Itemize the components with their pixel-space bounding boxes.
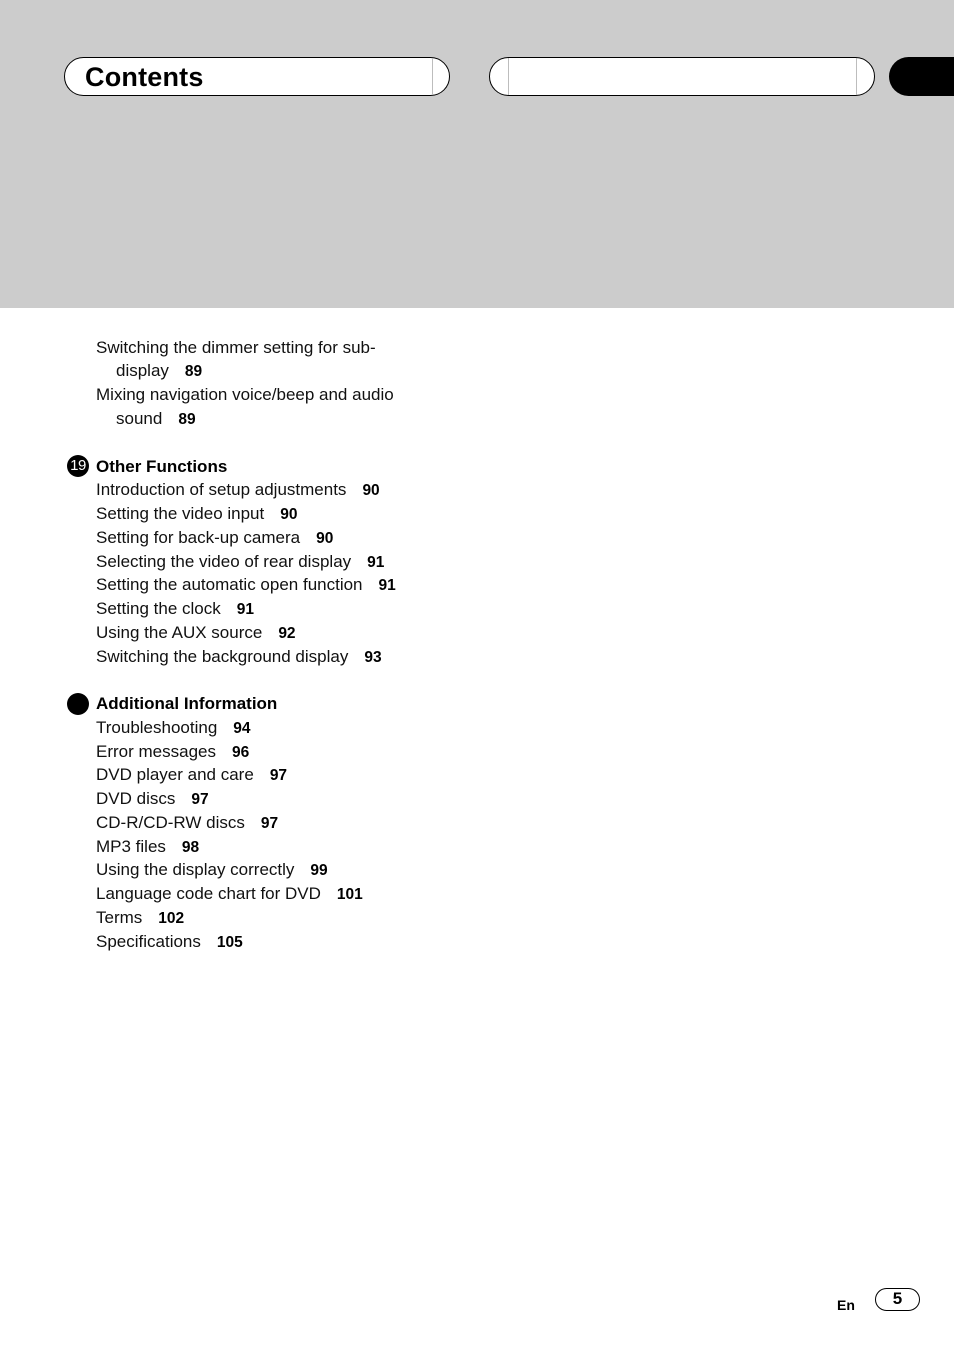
- toc-entry[interactable]: [96, 526, 333, 551]
- toc-entry-page: 93: [364, 649, 382, 666]
- toc-entry-label: Setting the video input: [96, 504, 265, 523]
- toc-entry-page: 91: [236, 601, 254, 618]
- toc-entry-page: 102: [158, 910, 185, 927]
- toc-entry-dimmer-line2[interactable]: [116, 359, 202, 384]
- toc-entry-page: 90: [316, 530, 334, 547]
- blank-pill-divider-right: [856, 58, 857, 95]
- header-band: [0, 0, 954, 308]
- toc-entry-page: 99: [310, 862, 328, 879]
- toc-entry-page: 89: [178, 411, 196, 428]
- toc-entry-page: 97: [191, 791, 209, 808]
- toc-entry-label: Language code chart for DVD: [96, 884, 321, 903]
- toc-entry-page: 97: [260, 815, 279, 832]
- toc-entry-page: 89: [184, 363, 203, 380]
- toc-entry-label: MP3 files: [96, 837, 166, 856]
- toc-entry-page: 90: [362, 482, 380, 499]
- blank-pill-divider-left: [508, 58, 509, 95]
- toc-entry-label: Switching the background display: [96, 647, 349, 666]
- toc-entry-label: CD-R/CD-RW discs: [96, 813, 245, 832]
- page-title: Contents: [85, 62, 204, 92]
- blank-header-pill: [489, 57, 875, 96]
- toc-entry-label: DVD player and care: [96, 765, 254, 784]
- toc-entry-page: 91: [378, 577, 396, 594]
- toc-entry-label: Setting the clock: [96, 599, 221, 618]
- toc-entry-page: 91: [367, 554, 385, 571]
- section-tab: [889, 57, 954, 96]
- toc-entry[interactable]: [96, 573, 396, 598]
- toc-entry-label: Selecting the video of rear display: [96, 552, 352, 571]
- toc-entry[interactable]: [96, 858, 328, 883]
- toc-entry-label: Error messages: [96, 742, 216, 761]
- toc-entry-page: 105: [216, 934, 243, 951]
- toc-entry-label: DVD discs: [96, 789, 176, 808]
- toc-entry-label: Using the AUX source: [96, 623, 263, 642]
- toc-entry[interactable]: [96, 716, 251, 741]
- title-pill: [64, 57, 450, 96]
- toc-entry-label: Setting for back-up camera: [96, 528, 301, 547]
- toc-entry[interactable]: [96, 811, 278, 836]
- toc-entry[interactable]: [96, 882, 363, 907]
- toc-entry-mixing-line2[interactable]: [116, 407, 196, 432]
- section-title[interactable]: Additional Information: [96, 694, 278, 713]
- toc-entry[interactable]: [96, 550, 384, 575]
- toc-entry-page: 96: [231, 744, 250, 761]
- toc-entry-label: Setting the automatic open function: [96, 575, 363, 594]
- toc-entry-label: Using the display correctly: [96, 860, 295, 879]
- toc-entry-page: 101: [336, 886, 363, 903]
- toc-entry[interactable]: [96, 645, 382, 670]
- section-number-badge: [67, 693, 89, 715]
- toc-entry[interactable]: [96, 502, 297, 527]
- section-number-badge: 19: [67, 455, 89, 477]
- toc-entry[interactable]: [96, 787, 209, 812]
- toc-entry-page: 94: [233, 720, 251, 737]
- toc-entry-page: 90: [280, 506, 298, 523]
- toc-entry-page: 97: [269, 767, 288, 784]
- language-label: En: [837, 1297, 855, 1313]
- section-title[interactable]: Other Functions: [96, 457, 228, 476]
- page-number: 5: [875, 1288, 920, 1311]
- toc-entry-label: Switching the dimmer setting for sub-: [96, 338, 376, 357]
- toc-entry-page: 98: [181, 839, 200, 856]
- toc-entry-label: Troubleshooting: [96, 718, 218, 737]
- toc-entry-mixing-line1[interactable]: [96, 383, 394, 407]
- title-pill-divider: [432, 58, 433, 95]
- toc-entry-dimmer-line1[interactable]: [96, 336, 376, 360]
- toc-entry[interactable]: [96, 763, 287, 788]
- toc-entry[interactable]: [96, 930, 243, 955]
- toc-entry-label: Mixing navigation voice/beep and audio: [96, 385, 394, 404]
- toc-entry[interactable]: [96, 740, 249, 765]
- toc-entry[interactable]: [96, 597, 254, 622]
- toc-entry[interactable]: [96, 621, 296, 646]
- toc-entry-label: sound: [116, 409, 163, 428]
- toc-entry[interactable]: [96, 478, 380, 503]
- toc-entry-label: Introduction of setup adjustments: [96, 480, 347, 499]
- toc-entry-label: display: [116, 361, 169, 380]
- toc-entry-page: 92: [278, 625, 296, 642]
- toc-entry-label: Terms: [96, 908, 143, 927]
- toc-entry-label: Specifications: [96, 932, 201, 951]
- toc-entry[interactable]: [96, 835, 199, 860]
- toc-entry[interactable]: [96, 906, 184, 931]
